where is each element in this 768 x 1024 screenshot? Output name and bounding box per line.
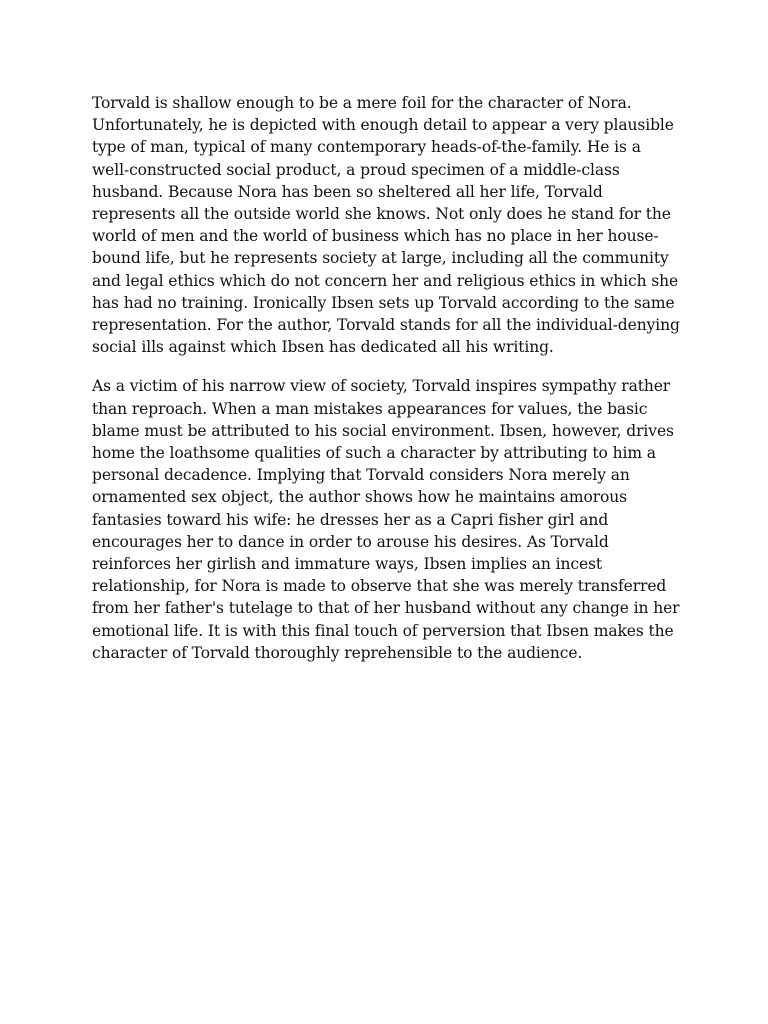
paragraph-2: As a victim of his narrow view of society, Torvald inspires sympathy rather than reproach. When a man mistakes appearances for values, the basic blame must be attributed to his social environment. Ibsen, however, drives home the loathsome qualities of such a character by attributing to him a personal decadence. Implying that Torvald considers Nora merely an ornamented sex object, the author shows how he maintains amorous fantasies toward his wife: he dresses her as a Capri fisher girl and encourages her to dance in order to arouse his desires. As Torvald reinforces her girlish and immature ways, Ibsen implies an incest relationship, for Nora is made to observe that she was merely transferred from her father's tutelage to that of her husband without any change in her emotional life. It is with this final touch of perversion that Ibsen makes the character of Torvald thoroughly reprehensible to the audience. — [92, 377, 680, 662]
paragraph-1: Torvald is shallow enough to be a mere foil for the character of Nora. Unfortunately, he is depicted with enough detail to appear a very plausible type of man, typical of many contemporary heads-of-the-family. He is a well-constructed social product, a proud specimen of a middle-class husband. Because Nora has been so sheltered all her life, Torvald represents all the outside world she knows. Not only does he stand for the world of men and the world of business which has no place in her house-bound life, but he represents society at large, including all the community and legal ethics which do not concern her and religious ethics in which she has had no training. Ironically Ibsen sets up Torvald according to the same representation. For the author, Torvald stands for all the individual-denying social ills against which Ibsen has dedicated all his writing. — [92, 94, 680, 357]
document-body — [92, 92, 682, 664]
